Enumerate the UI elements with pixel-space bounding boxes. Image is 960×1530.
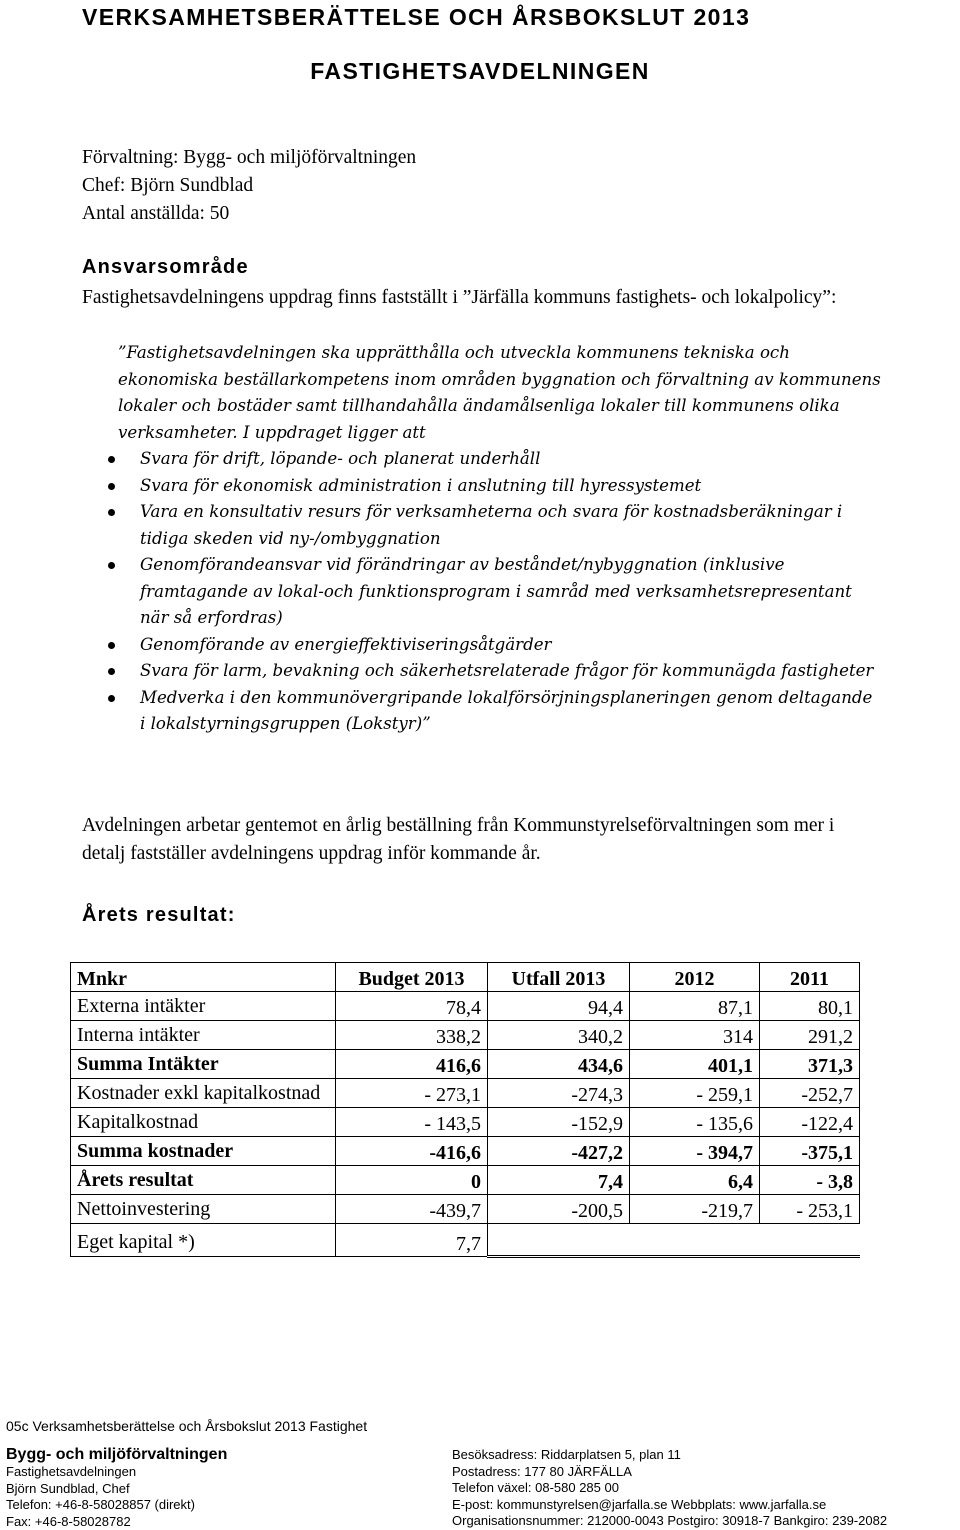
list-item: Genomförande av energieffektiviseringsåtgärder xyxy=(82,632,882,659)
list-item: Vara en konsultativ resurs för verksamheterna och svara för kostnadsberäkningar i tidiga skeden vid ny-/ombyggnation xyxy=(82,499,882,552)
department-meta xyxy=(82,144,416,228)
table-row xyxy=(71,1050,860,1079)
table-row xyxy=(71,1137,860,1166)
cell: 7,4 xyxy=(488,1166,630,1195)
forvaltning-line: Förvaltning: Bygg- och miljöförvaltningen xyxy=(82,147,417,168)
cell: 6,4 xyxy=(630,1166,760,1195)
cell: -375,1 xyxy=(760,1137,860,1166)
cell xyxy=(760,1224,860,1257)
cell: -416,6 xyxy=(336,1137,488,1166)
footer-switchboard: Telefon växel: 08-580 285 00 xyxy=(452,1480,619,1496)
cell: 371,3 xyxy=(760,1050,860,1079)
cell: - 3,8 xyxy=(760,1166,860,1195)
list-item: Genomförandeansvar vid förändringar av beståndet/nybyggnation (inklusive framtagande av lokal-och funktionsprogram i samråd med verksamhetsrepresentant när så erfordras) xyxy=(82,552,882,632)
row-label: Kapitalkostnad xyxy=(71,1108,336,1137)
row-label: Kostnader exkl kapitalkostnad xyxy=(71,1079,336,1108)
footer-postal: Postadress: 177 80 JÄRFÄLLA xyxy=(452,1463,632,1479)
table-row xyxy=(71,1108,860,1137)
cell: 7,7 xyxy=(336,1224,488,1257)
financial-table xyxy=(70,962,860,1258)
row-label: Summa kostnader xyxy=(71,1137,336,1166)
document-reference: 05c Verksamhetsberättelse och Årsbokslut 2013 Fastighet xyxy=(6,1418,368,1434)
cell: 401,1 xyxy=(630,1050,760,1079)
cell: -274,3 xyxy=(488,1079,630,1108)
cell: 434,6 xyxy=(488,1050,630,1079)
cell xyxy=(488,1224,630,1257)
header-cell: 2012 xyxy=(630,963,760,992)
ansvar-closing: Avdelningen arbetar gentemot en årlig beställning från Kommunstyrelseförvaltningen som mer i detalj fastställer avdelningens uppdrag inför kommande år. xyxy=(82,815,835,864)
responsibility-list xyxy=(82,446,882,738)
table-row xyxy=(71,1021,860,1050)
header-cell: Budget 2013 xyxy=(336,963,488,992)
footer-orgnr: Organisationsnummer: 212000-0043 Postgiro: 30918-7 Bankgiro: 239-2082 xyxy=(452,1513,888,1529)
ansvar-heading: Ansvarsområde xyxy=(82,256,249,278)
cell xyxy=(630,1224,760,1257)
footer-email-web: E-post: kommunstyrelsen@jarfalla.se Webbplats: www.jarfalla.se xyxy=(452,1496,827,1512)
footer-person: Björn Sundblad, Chef xyxy=(6,1480,130,1496)
result-heading: Årets resultat: xyxy=(82,904,236,926)
row-label: Nettoinvestering xyxy=(71,1195,336,1224)
row-label: Interna intäkter xyxy=(71,1021,336,1050)
department-title: FASTIGHETSAVDELNINGEN xyxy=(310,58,650,84)
footer-org: Bygg- och miljöförvaltningen xyxy=(6,1446,228,1463)
table-row xyxy=(71,1224,860,1257)
cell: 291,2 xyxy=(760,1021,860,1050)
cell: 80,1 xyxy=(760,992,860,1021)
cell: - 259,1 xyxy=(630,1079,760,1108)
cell: 338,2 xyxy=(336,1021,488,1050)
list-item: Svara för larm, bevakning och säkerhetsrelaterade frågor för kommunägda fastigheter xyxy=(82,658,882,685)
footer-dept: Fastighetsavdelningen xyxy=(6,1464,137,1479)
footer-phone: Telefon: +46-8-58028857 (direkt) xyxy=(6,1497,195,1513)
cell: 0 xyxy=(336,1166,488,1195)
row-label: Summa Intäkter xyxy=(71,1050,336,1079)
header-cell: Utfall 2013 xyxy=(488,963,630,992)
row-label: Eget kapital *) xyxy=(71,1224,336,1257)
header-cell: Mnkr xyxy=(71,963,336,992)
row-label: Externa intäkter xyxy=(71,992,336,1021)
cell: -252,7 xyxy=(760,1079,860,1108)
footer-visit: Besöksadress: Riddarplatsen 5, plan 11 xyxy=(452,1447,681,1462)
cell: 340,2 xyxy=(488,1021,630,1050)
table-row xyxy=(71,1195,860,1224)
cell: - 253,1 xyxy=(760,1195,860,1224)
list-item: Svara för ekonomisk administration i anslutning till hyressystemet xyxy=(82,473,882,500)
cell: 94,4 xyxy=(488,992,630,1021)
cell: -152,9 xyxy=(488,1108,630,1137)
list-item: Medverka i den kommunövergripande lokalförsörjningsplaneringen genom deltagande i lokalstyrningsgruppen (Lokstyr)” xyxy=(82,685,882,738)
report-title: VERKSAMHETSBERÄTTELSE OCH ÅRSBOKSLUT 2013 xyxy=(82,4,751,30)
list-item: Svara för drift, löpande- och planerat underhåll xyxy=(82,446,882,473)
table-row xyxy=(71,1079,860,1108)
policy-quote xyxy=(82,340,882,738)
cell: -219,7 xyxy=(630,1195,760,1224)
table-header-row xyxy=(71,963,860,992)
header-cell: 2011 xyxy=(760,963,860,992)
cell: -427,2 xyxy=(488,1137,630,1166)
chef-line: Chef: Björn Sundblad xyxy=(82,175,254,196)
ansvar-intro: Fastighetsavdelningens uppdrag finns fastställt i ”Järfälla kommuns fastighets- och lokalpolicy”: xyxy=(82,287,837,308)
cell: - 135,6 xyxy=(630,1108,760,1137)
cell: - 394,7 xyxy=(630,1137,760,1166)
table-row xyxy=(71,1166,860,1195)
row-label: Årets resultat xyxy=(71,1166,336,1195)
footer-contact-left xyxy=(6,1446,227,1530)
staff-count-line: Antal anställda: 50 xyxy=(82,203,230,224)
cell: -439,7 xyxy=(336,1195,488,1224)
cell: 416,6 xyxy=(336,1050,488,1079)
policy-quote-text: ”Fastighetsavdelningen ska upprätthålla och utveckla kommunens tekniska och ekonomiska beställarkompetens inom områden byggnation och förvaltning av kommunens lokaler och bostäder samt tillhandahålla ändamålsenliga lokaler till kommunens olika verksamheter. I uppdraget ligger att xyxy=(118,343,881,442)
footer-fax: Fax: +46-8-58028782 xyxy=(6,1513,131,1529)
cell: 314 xyxy=(630,1021,760,1050)
cell: -200,5 xyxy=(488,1195,630,1224)
footer-contact-right xyxy=(452,1446,887,1530)
table-row xyxy=(71,992,860,1021)
cell: -122,4 xyxy=(760,1108,860,1137)
cell: - 143,5 xyxy=(336,1108,488,1137)
cell: - 273,1 xyxy=(336,1079,488,1108)
cell: 87,1 xyxy=(630,992,760,1021)
cell: 78,4 xyxy=(336,992,488,1021)
